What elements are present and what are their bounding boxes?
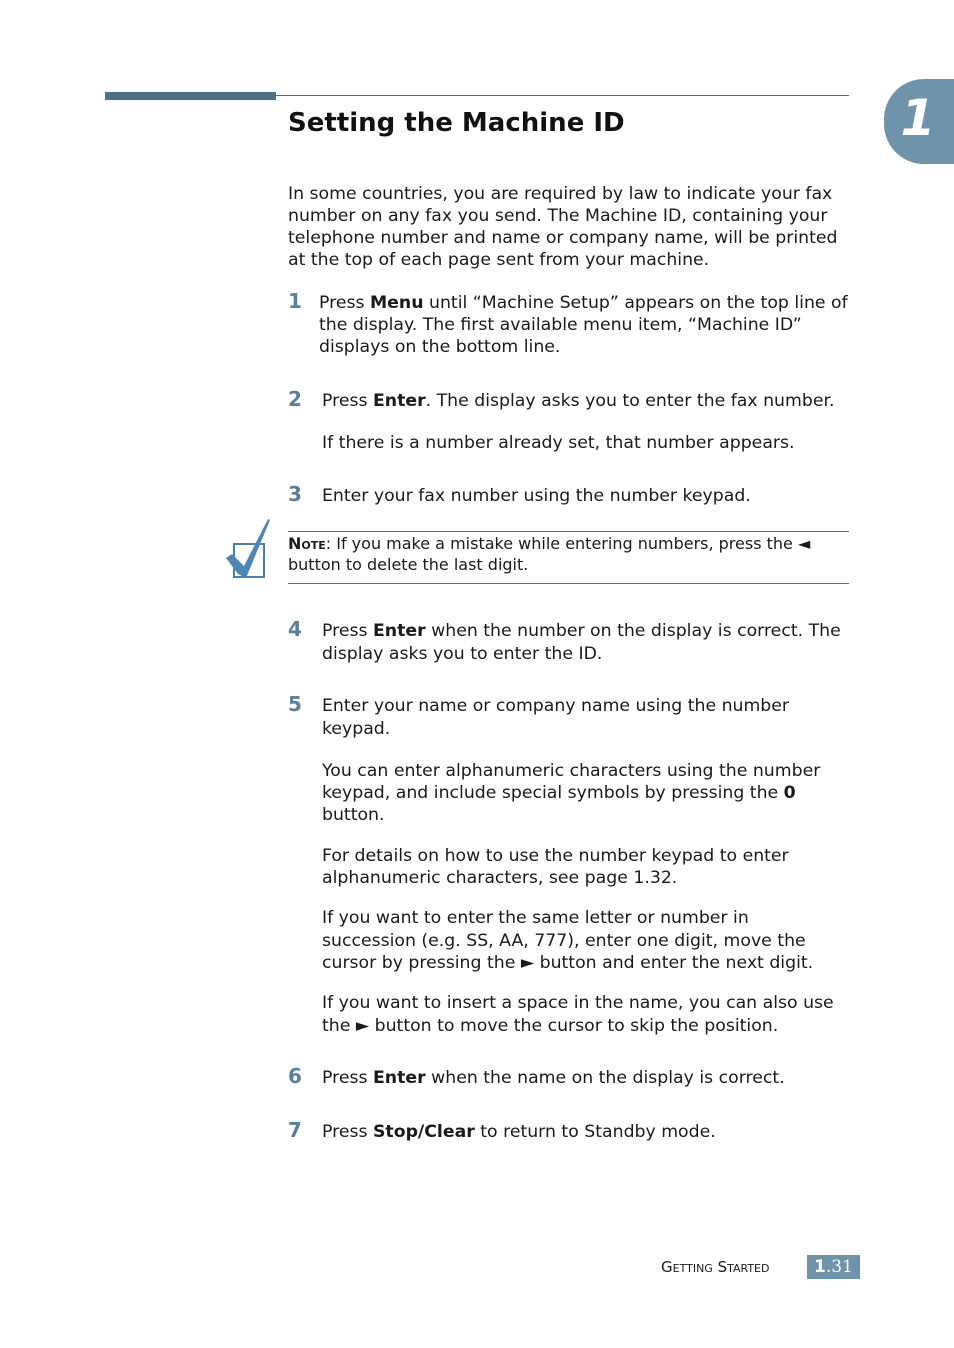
- step-4-bold: Enter: [372, 621, 426, 641]
- step-5-extra-2: For details on how to use the number keypad to enter alphanumeric characters, see page 1.32.: [322, 846, 789, 888]
- step-6-pre: Press: [322, 1068, 373, 1088]
- step-number-6: 6: [288, 1064, 302, 1088]
- step-6-text: [322, 1067, 852, 1089]
- step-number-3: 3: [288, 482, 302, 506]
- page-title: Setting the Machine ID: [288, 108, 625, 138]
- step-3-text: Enter your fax number using the number keypad.: [322, 486, 751, 506]
- step-5-extra-1-pre: You can enter alphanumeric characters using the number keypad, and include special symbols by pressing the: [322, 761, 821, 803]
- step-1-post: until “Machine Setup” appears on the top line of the display. The first available menu item, “Machine ID” displays on the bottom line.: [319, 293, 848, 357]
- step-5-extra-3: If you want to enter the same letter or number in succession (e.g. SS, AA, 777), enter one digit, move the cursor by pressing the ► button and enter the next digit.: [322, 908, 814, 973]
- step-4-text: [322, 620, 854, 666]
- step-5-extra-1-bold: 0: [783, 783, 796, 803]
- note-text: [288, 533, 848, 575]
- step-7-bold: Stop/Clear: [372, 1122, 475, 1142]
- note-body: : If you make a mistake while entering numbers, press the ◄ button to delete the last digit.: [288, 534, 811, 574]
- step-1-bold: Menu: [369, 293, 424, 313]
- step-2-post: . The display asks you to enter the fax number.: [425, 391, 835, 411]
- step-4-pre: Press: [322, 621, 373, 641]
- step-2-extra: If there is a number already set, that number appears.: [322, 433, 795, 453]
- step-7-post: to return to Standby mode.: [474, 1122, 716, 1142]
- footer-section-label: Getting Started: [661, 1258, 770, 1276]
- header-rule-thick: [105, 92, 276, 100]
- step-5-text: Enter your name or company name using the number keypad.: [322, 696, 790, 739]
- checkmark-note-icon: [224, 518, 274, 582]
- step-7-pre: Press: [322, 1122, 373, 1142]
- step-number-7: 7: [288, 1118, 302, 1142]
- step-5-extra-1: [322, 760, 842, 826]
- step-number-1: 1: [288, 289, 302, 313]
- note-label: Note: [288, 534, 326, 553]
- step-2-bold: Enter: [372, 391, 426, 411]
- step-5-extra-1-post: button.: [322, 805, 385, 825]
- page-chapter: 1: [814, 1257, 826, 1277]
- step-7-text: [322, 1121, 852, 1143]
- note-rule-top: [288, 531, 849, 532]
- step-number-2: 2: [288, 387, 302, 411]
- step-number-4: 4: [288, 617, 302, 641]
- step-5-extra-4: If you want to insert a space in the name, you can also use the ► button to move the cursor to skip the position.: [322, 993, 834, 1036]
- chapter-number: 1: [900, 89, 936, 147]
- step-2-text: [322, 390, 862, 412]
- page-num: .31: [825, 1257, 853, 1277]
- page-number: [807, 1255, 860, 1279]
- step-6-bold: Enter: [372, 1068, 426, 1088]
- step-6-post: when the name on the display is correct.: [425, 1068, 785, 1088]
- step-1-text: [319, 292, 853, 358]
- intro-paragraph: In some countries, you are required by law to indicate your fax number on any fax you send. The Machine ID, containing your telephone number and name or company name, will be printed at the top of each page sent from your machine.: [288, 184, 838, 270]
- step-4-post: when the number on the display is correct. The display asks you to enter the ID.: [322, 621, 841, 664]
- header-rule-thin: [276, 95, 849, 96]
- note-rule-bottom: [288, 583, 849, 584]
- step-number-5: 5: [288, 692, 302, 716]
- step-1-pre: Press: [319, 293, 370, 313]
- step-2-pre: Press: [322, 391, 373, 411]
